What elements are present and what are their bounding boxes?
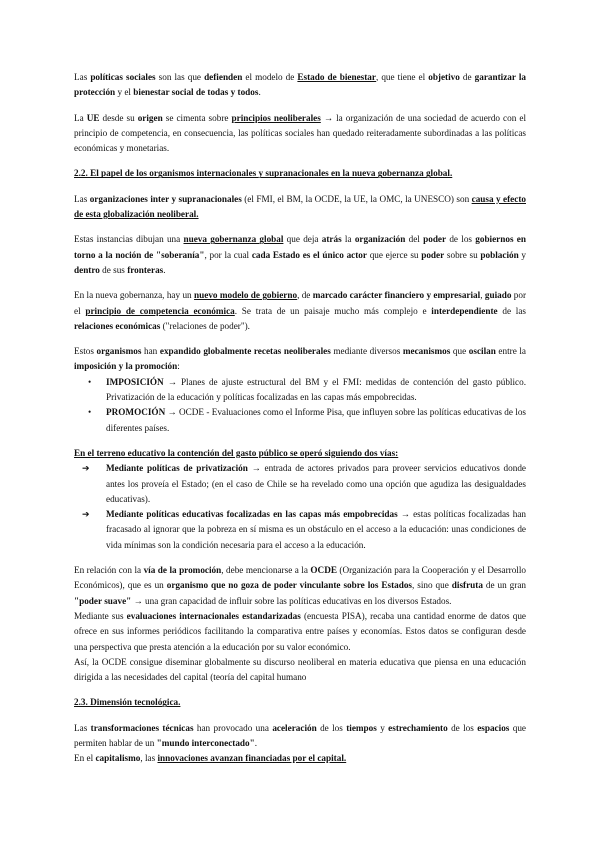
text-run: atrás — [321, 234, 342, 245]
text-run: que deja — [283, 234, 322, 245]
text-run: de las — [497, 305, 526, 316]
text-run: (encuesta PISA), recaba una cantidad enorme de datos que ofrece en sus informes periódicos facilitando la comparativa entre países y economías. Estos datos se configuran desde una perspectiva que presta atención a la educación por su valor económico. — [74, 610, 526, 652]
text-run: gobiernos en torno a la noción de — [74, 234, 526, 260]
text-run: (el FMI, el BM, la OCDE, la UE, la OMC, la UNESCO) son — [241, 193, 472, 204]
list-item-text-run: PROMOCIÓN — [106, 407, 166, 418]
text-run: Así, la OCDE consigue diseminar globalmente su discurso neoliberal en materia educativa que piensa en una educación dirigida a las necesidades del capital (teoría del capital humano — [74, 656, 526, 683]
bullet-marker-icon: • — [88, 407, 92, 418]
paragraph-ocde — [74, 563, 526, 609]
text-run: , — [480, 290, 485, 301]
text-run: son las que — [155, 72, 205, 82]
paragraph-politicas-sociales — [74, 70, 526, 101]
list-item — [82, 461, 526, 507]
text-run: transformaciones técnicas — [90, 722, 194, 733]
text-run: , las — [140, 753, 158, 764]
text-run: nuevo modelo de gobierno — [194, 290, 298, 301]
paragraph-organizaciones — [74, 192, 526, 223]
list-item-text-run: Mediante políticas de privatización — [106, 463, 248, 474]
text-run: mediante diversos — [330, 346, 403, 357]
text-run: bienestar social de todas y todos — [133, 87, 259, 98]
text-run: . — [163, 264, 166, 275]
bullet-marker-icon: ➔ — [82, 509, 90, 520]
text-run: desde su — [99, 112, 138, 123]
text-run: sobre su — [444, 249, 481, 260]
text-run: población — [480, 249, 519, 260]
text-run: tiempos — [346, 722, 377, 733]
text-run: el modelo de — [242, 72, 298, 82]
text-run: Estas instancias dibujan una — [74, 234, 184, 245]
text-run: (Organización para la Cooperación y el Desarrollo Económicos), que es un — [74, 565, 527, 591]
text-run: vía de la promoción — [143, 565, 222, 576]
text-run: Las — [74, 722, 91, 733]
text-run: ("relaciones de poder"). — [160, 320, 250, 331]
text-run: se cimenta sobre — [162, 112, 232, 123]
paragraph-organismos-mecanismos — [74, 344, 526, 375]
text-run: estrechamiento — [388, 722, 448, 733]
text-run: nueva gobernanza global — [183, 234, 284, 245]
text-run: que ejerce su — [366, 249, 422, 260]
text-run: y el — [115, 87, 134, 98]
text-run: la — [341, 234, 355, 245]
text-run: "soberanía" — [155, 249, 205, 260]
text-run: evaluaciones internacionales estandarizadas — [126, 610, 301, 621]
text-run: del — [405, 234, 424, 245]
text-run: oscilan — [468, 346, 496, 357]
text-run: → una gran capacidad de influir sobre las políticas educativas en los diversos Estados. — [131, 595, 452, 606]
list-item-text-run: IMPOSICIÓN — [106, 376, 164, 387]
list-item-text-run: Mediante políticas educativas focalizadas en las capas más empobrecidas — [106, 509, 398, 520]
text-run: "poder suave" — [74, 595, 132, 606]
text-run: que — [450, 346, 469, 357]
text-run: que permiten hablar de un — [74, 722, 526, 748]
text-run: de los — [447, 722, 478, 733]
text-run: de los — [446, 234, 476, 245]
text-run: : — [177, 361, 180, 372]
text-run: entre la — [495, 346, 527, 357]
list-item — [82, 507, 526, 553]
text-run: Estos — [74, 346, 97, 357]
list-item — [88, 375, 526, 406]
paragraph-nueva-gobernanza — [74, 232, 526, 278]
text-run: objetivo — [428, 72, 460, 82]
text-run: , que tiene el — [375, 72, 429, 82]
text-run: disfruta — [451, 580, 483, 591]
text-run: aceleración — [272, 722, 317, 733]
text-run: → la organización de una sociedad de acuerdo con el principio de competencia, en consecuencia, las políticas sociales han quedado reiteradamente subordinadas a las políticas económicas y monetarias. — [74, 112, 526, 154]
text-run: La — [74, 112, 87, 123]
paragraph-evaluaciones — [74, 609, 526, 655]
text-run: y — [376, 722, 389, 733]
text-run: origen — [137, 112, 163, 123]
text-run: Las — [74, 193, 90, 204]
education-ways-list — [74, 461, 526, 553]
text-run: Las — [74, 72, 91, 82]
text-run: de los — [316, 722, 347, 733]
list-item-text-run: → OCDE - Evaluaciones como el Informe Pisa, que influyen sobre las políticas educativas de los diferentes países. — [106, 407, 526, 433]
text-run: "mundo interconectado" — [156, 737, 255, 748]
text-run: En la nueva gobernanza, hay un — [74, 290, 195, 301]
text-run: Mediante sus — [74, 610, 127, 621]
text-run: En el — [74, 753, 96, 764]
text-run: de — [459, 72, 475, 82]
text-run: Estado de bienestar — [297, 72, 376, 82]
text-run: imposición y la promoción — [74, 361, 178, 372]
text-run: expandido globalmente recetas neoliberales — [159, 346, 331, 357]
text-run: espacios — [477, 722, 510, 733]
text-run: por el — [74, 290, 527, 316]
list-item-text-run: → entrada de actores privados para proveer servicios educativos donde antes los proveía el Estado; (en el caso de Chile se ha revelado como una opción que agudiza las desigualdades educativas). — [106, 463, 526, 504]
bullet-marker-icon: ➔ — [82, 463, 90, 474]
text-run: capitalismo — [95, 753, 141, 764]
text-run: dentro — [74, 264, 100, 275]
section-heading-2-2: 2.2. El papel de los organismos internacionales y supranacionales en la nueva gobernanza global. — [74, 168, 453, 179]
text-run: defienden — [204, 72, 243, 82]
text-run: En relación con la — [74, 565, 144, 576]
text-run: garantizar la protección — [74, 72, 526, 98]
text-run: , sino que — [412, 580, 452, 591]
text-run: principio de competencia económica — [85, 305, 235, 316]
paragraph-capitalismo — [74, 751, 526, 766]
document-page — [74, 70, 526, 767]
text-run: políticas sociales — [90, 72, 156, 82]
list-item-text-run: → Planes de ajuste estructural del BM y el FMI: medidas de contención del gasto público. Privatización de la educación y políticas focalizadas en las capas más empobrecidas. — [106, 376, 526, 403]
text-run: fronteras — [127, 264, 164, 275]
text-run: interdependiente — [431, 305, 498, 316]
section-heading-2-3: 2.3. Dimensión tecnológica. — [74, 697, 181, 708]
text-run: guiado — [484, 290, 512, 301]
text-run: causa y efecto de esta globalización neoliberal. — [74, 193, 526, 220]
text-run: relaciones económicas — [74, 320, 161, 331]
text-run: de un gran — [482, 580, 526, 591]
mechanism-list — [74, 375, 526, 436]
text-run: organizaciones inter y supranacionales — [89, 193, 242, 204]
text-run: poder — [423, 234, 447, 245]
text-run: mecanismos — [402, 346, 451, 357]
text-run: poder — [421, 249, 445, 260]
subheading-terreno-educativo: En el terreno educativo la contención del gasto público se operó siguiendo dos vías: — [74, 447, 399, 458]
paragraph-nuevo-modelo — [74, 288, 526, 334]
text-run: organización — [354, 234, 406, 245]
text-run: . — [254, 737, 258, 748]
text-run: . — [258, 87, 261, 98]
text-run: innovaciones avanzan financiadas por el capital. — [157, 753, 347, 764]
paragraph-discurso-neoliberal — [74, 655, 526, 686]
text-run: marcado carácter financiero y empresarial — [312, 290, 481, 301]
text-run: , de — [297, 290, 313, 301]
paragraph-transformaciones — [74, 721, 526, 752]
text-run: organismo que no goza de poder vinculante sobre los Estados — [166, 580, 413, 591]
text-run: cada Estado es el único actor — [251, 249, 367, 260]
text-run: . Se trata de un paisaje mucho más complejo e — [234, 305, 432, 316]
text-run: han provocado una — [193, 722, 273, 733]
list-item-text-run: → estas políticas focalizadas han fracasado al ignorar que la pobreza en sí misma es un obstáculo en el acceso a la educación: unas condiciones de vida mínimas son la condición necesaria para el acceso a la educación. — [106, 509, 526, 550]
text-run: organismos — [96, 346, 142, 357]
text-run: principios neoliberales — [231, 112, 321, 123]
bullet-marker-icon: • — [88, 376, 92, 387]
text-run: OCDE — [310, 565, 337, 576]
text-run: han — [141, 346, 160, 357]
paragraph-ue-neoliberal — [74, 111, 526, 157]
text-run: y — [518, 249, 527, 260]
text-run: UE — [86, 112, 100, 123]
text-run: de sus — [99, 264, 128, 275]
text-run: , por la cual — [204, 249, 252, 260]
list-item — [88, 405, 526, 436]
text-run: , debe mencionarse a la — [221, 565, 311, 576]
